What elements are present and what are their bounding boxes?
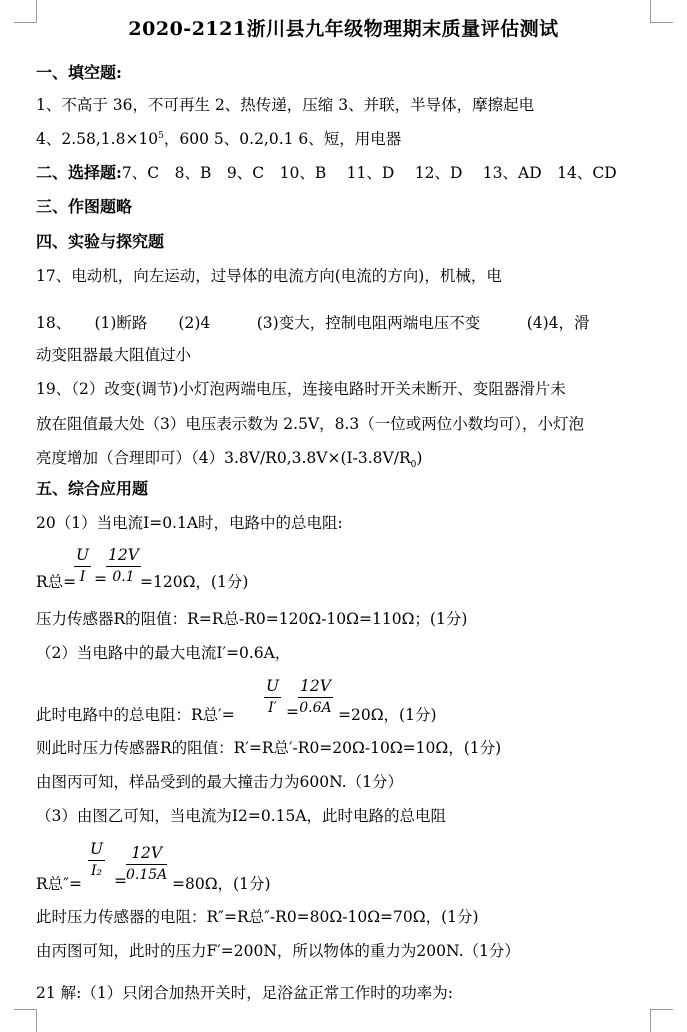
answer-line: （3）由图乙可知，当电流为I2=0.15A，此时电路的总电阻 <box>36 807 447 825</box>
numerator: U <box>74 545 91 567</box>
answer-line: 由图丙可知，样品受到的最大撞击力为600N.（1分） <box>36 773 403 791</box>
answer-line <box>36 447 657 469</box>
formula-total-resistance <box>36 545 336 595</box>
denominator: I′ <box>268 700 277 716</box>
formula-lhs: R总= <box>36 573 77 591</box>
fraction-u-over-i2 <box>88 839 105 881</box>
equals-sign: = <box>94 570 107 588</box>
answer-text: 4、2.58,1.8×10 <box>36 130 159 148</box>
choice-answers: 7、C 8、B 9、C 10、B 11、D 12、D 13、AD 14、CD <box>121 164 617 182</box>
answer-line: 20（1）当电流I=0.1A时，电路中的总电阻: <box>36 514 343 532</box>
answer-text: 亮度增加（合理即可）（4）3.8V/R0,3.8V×(I-3.8V/R <box>36 449 411 467</box>
answer-line: 动变阻器最大阻值过小 <box>36 346 192 364</box>
equals-sign: = <box>286 703 299 721</box>
denominator: I₂ <box>90 863 103 879</box>
numerator: U <box>88 839 105 861</box>
corner-mark <box>14 1009 37 1032</box>
answer-line: （2）当电路中的最大电流I′=0.6A， <box>36 644 291 662</box>
exponent: 5 <box>158 130 164 141</box>
section-heading: 五、综合应用题 <box>36 479 149 498</box>
answer-line: 18、 (1)断路 (2)4 (3)变大，控制电阻两端电压不变 (4)4，滑 <box>36 314 590 332</box>
subscript: 0 <box>410 460 417 471</box>
fraction-12v <box>126 843 167 885</box>
answer-line: 则此时压力传感器R的阻值：R′=R总′-R0=20Ω-10Ω=10Ω，(1分) <box>36 739 502 757</box>
formula-rhs: =120Ω，(1分) <box>140 573 249 591</box>
formula-rhs: =80Ω，(1分) <box>172 875 271 893</box>
answer-line: 21 解:（1）只闭合加热开关时，足浴盆正常工作时的功率为: <box>36 984 453 1002</box>
formula-lhs: R总″= <box>36 875 82 893</box>
answer-line: 由丙图可知，此时的压力F′=200N，所以物体的重力为200N.（1分） <box>36 942 520 960</box>
section-heading: 二、选择题: <box>36 163 122 182</box>
answer-line: 17、电动机，向左运动，过导体的电流方向(电流的方向)，机械，电 <box>36 267 502 285</box>
numerator: 12V <box>298 676 333 698</box>
answer-text: ) <box>416 449 423 467</box>
equals-sign: = <box>114 872 127 890</box>
answer-text: ，600 5、0.2,0.1 6、短，用电器 <box>163 130 402 148</box>
section-heading: 三、作图题略 <box>36 197 133 216</box>
corner-mark <box>650 1009 673 1032</box>
answer-line <box>36 162 657 184</box>
denominator: I <box>79 569 86 585</box>
numerator: 12V <box>126 843 167 865</box>
denominator: 0.15A <box>126 867 168 883</box>
fraction-u-over-i <box>264 676 281 718</box>
answer-line: 19、（2）改变(调节)小灯泡两端电压，连接电路时开关未断开、变阻器滑片未 <box>36 380 566 398</box>
formula-rhs: =20Ω，(1分) <box>338 706 437 724</box>
formula-total-resistance-2 <box>36 676 436 726</box>
numerator: 12V <box>106 545 141 567</box>
answer-line: 此时压力传感器的电阻：R″=R总″-R0=80Ω-10Ω=70Ω，(1分) <box>36 908 479 926</box>
section-heading: 四、实验与探究题 <box>36 232 165 251</box>
answer-line: 压力传感器R的阻值：R=R总-R0=120Ω-10Ω=110Ω；(1分) <box>36 610 468 628</box>
page-title: 2020-2121浙川县九年级物理期末质量评估测试 <box>128 18 559 40</box>
fraction-12v <box>298 676 333 718</box>
fraction-u-over-i <box>74 545 91 587</box>
section-heading: 一、填空题: <box>36 63 122 82</box>
answer-line: 1、不高于 36，不可再生 2、热传递，压缩 3、并联，半导体，摩擦起电 <box>36 96 535 114</box>
answer-line: 放在阻值最大处（3）电压表示数为 2.5V，8.3（一位或两位小数均可），小灯泡 <box>36 415 585 433</box>
formula-total-resistance-3 <box>36 839 356 893</box>
denominator: 0.6A <box>299 700 332 716</box>
answer-line <box>36 128 657 150</box>
numerator: U <box>264 676 281 698</box>
denominator: 0.1 <box>112 569 135 585</box>
fraction-12v <box>106 545 141 587</box>
formula-lhs: 此时电路中的总电阻：R总′= <box>36 706 235 724</box>
